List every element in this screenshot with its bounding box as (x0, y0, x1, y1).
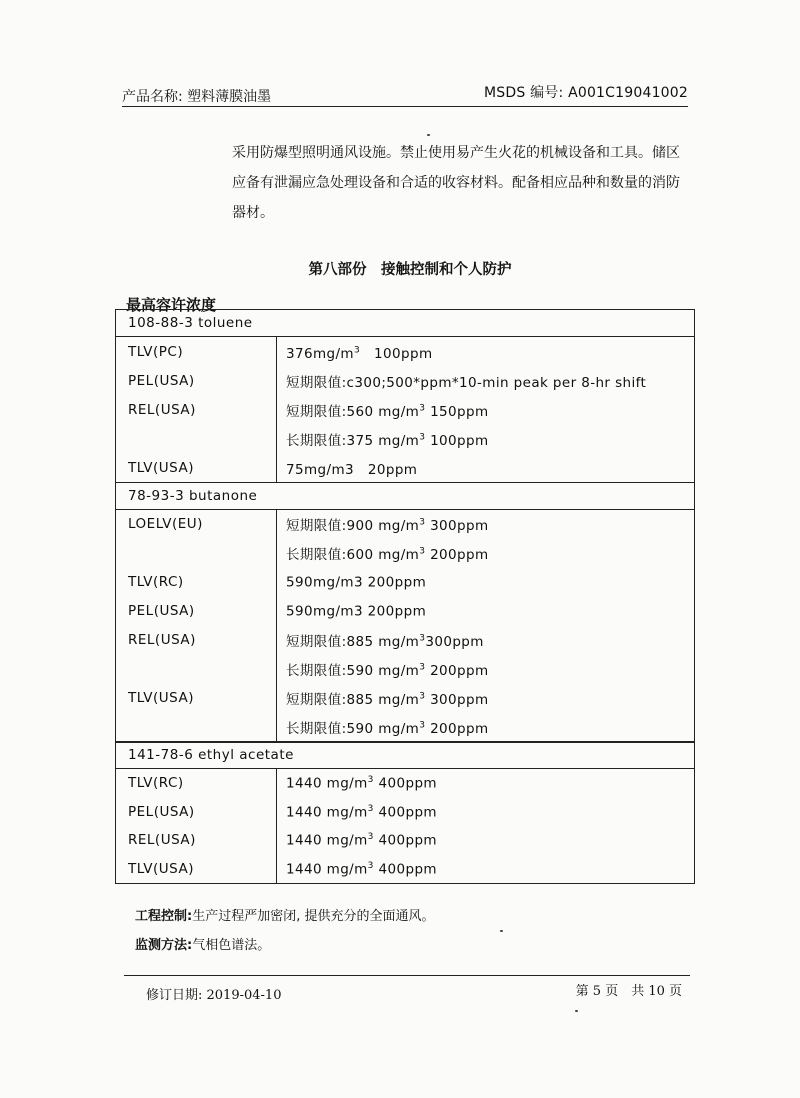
standard-label: TLV(RC) (128, 775, 184, 792)
unit-exponent: 3 (367, 803, 374, 814)
limit-value (276, 804, 694, 821)
monitoring-method-label: 监测方法: (135, 938, 193, 953)
revision-date: 修订日期: 2019-04-10 (146, 988, 282, 1003)
unit-exponent: 3 (419, 662, 426, 673)
limit-row (116, 597, 694, 626)
limit-row (116, 769, 694, 798)
limit-value-text: 1440 mg/m (286, 775, 368, 792)
limit-value-text: 长期限值:590 mg/m (286, 663, 420, 680)
limit-row (116, 684, 694, 713)
unit-exponent: 3 (419, 691, 426, 702)
limit-value-text: 长期限值:600 mg/m (286, 547, 420, 564)
page-footer (124, 975, 690, 1003)
limit-value-suffix: 300ppm (425, 692, 489, 709)
limit-value-suffix: 300ppm (425, 518, 489, 535)
standard-label: TLV(USA) (128, 860, 194, 877)
limit-value-suffix: 400ppm (373, 804, 437, 821)
unit-exponent: 3 (419, 720, 426, 731)
limit-row (116, 798, 694, 827)
limit-row (116, 655, 694, 684)
limit-value-suffix: 150ppm (425, 403, 489, 420)
engineering-control-label: 工程控制: (135, 909, 193, 924)
standard-label: REL(USA) (128, 832, 196, 849)
limit-value (276, 861, 694, 878)
standard-label: TLV(USA) (128, 459, 194, 476)
unit-exponent: 3 (419, 517, 426, 528)
intro-line: 器材。 (232, 205, 274, 221)
limit-value-text: 1440 mg/m (286, 804, 368, 821)
unit-exponent: 3 (367, 860, 374, 871)
scan-speck (427, 134, 430, 136)
substance-group (115, 741, 695, 884)
unit-exponent: 3 (419, 546, 426, 557)
limit-value-text: 1440 mg/m (286, 832, 368, 849)
limit-value-text: 长期限值:590 mg/m (286, 721, 420, 738)
limit-value-text: 376mg/m (286, 345, 354, 362)
limit-value (276, 688, 694, 708)
limit-value (276, 371, 694, 391)
limit-value-suffix: 200ppm (425, 721, 489, 738)
max-concentration-label: 最高容许浓度 (126, 296, 217, 314)
limit-row (116, 366, 694, 395)
substance-limits (116, 510, 694, 742)
limit-value-text: 短期限值:900 mg/m (286, 518, 420, 535)
substance-name: 108-88-3 toluene (116, 310, 694, 337)
substance-group (115, 482, 695, 743)
limit-row (116, 424, 694, 453)
scan-speck (575, 1010, 578, 1012)
limit-value-suffix: 200ppm (425, 663, 489, 680)
limit-value-suffix: 100ppm (425, 432, 489, 449)
limit-row (116, 826, 694, 855)
substance-group (115, 309, 695, 483)
limit-row (116, 539, 694, 568)
unit-exponent: 3 (367, 832, 374, 843)
limit-value-text: 短期限值:c300;500*ppm*10-min peak per 8-hr shift (286, 374, 647, 391)
limit-value-text: 75mg/m3 20ppm (286, 461, 418, 478)
page-header (122, 82, 688, 107)
standard-label: LOELV(EU) (128, 516, 203, 533)
engineering-control (135, 905, 434, 924)
section-title: 第八部份 接触控制和个人防护 (308, 262, 512, 278)
limit-value-text: 1440 mg/m (286, 861, 368, 878)
substance-limits (116, 337, 694, 482)
limit-value (276, 717, 694, 737)
limit-row (116, 855, 694, 884)
page-number: 第 5 页 共 10 页 (575, 984, 682, 999)
standard-label: TLV(PC) (128, 343, 184, 360)
engineering-control-text: 生产过程严加密闭, 提供充分的全面通风。 (192, 909, 435, 924)
limit-value (276, 543, 694, 563)
limit-value-text: 短期限值:885 mg/m (286, 634, 420, 651)
monitoring-method-text: 气相色谱法。 (192, 938, 271, 953)
limit-value-suffix: 400ppm (373, 832, 437, 849)
limit-value-suffix: 200ppm (425, 547, 489, 564)
substance-name: 141-78-6 ethyl acetate (116, 742, 694, 769)
limit-value (276, 458, 694, 478)
standard-label: TLV(USA) (128, 690, 194, 707)
limit-row (116, 568, 694, 597)
intro-line: 应备有泄漏应急处理设备和合适的收容材料。配备相应品种和数量的消防 (232, 175, 680, 191)
limit-row (116, 453, 694, 482)
limit-value (276, 342, 694, 362)
limit-value (276, 429, 694, 449)
limit-value-text: 长期限值:375 mg/m (286, 432, 420, 449)
limit-value-suffix: 100ppm (360, 345, 433, 362)
limit-value (276, 775, 694, 792)
limit-value-text: 590mg/m3 200ppm (286, 603, 427, 620)
unit-exponent: 3 (367, 775, 374, 786)
scan-speck (500, 930, 503, 932)
limit-row (116, 510, 694, 539)
limit-value-text: 短期限值:560 mg/m (286, 403, 420, 420)
limit-value (276, 832, 694, 849)
limit-value-suffix: 400ppm (373, 775, 437, 792)
limit-row (116, 337, 694, 366)
unit-exponent: 3 (354, 345, 361, 355)
standard-label: REL(USA) (128, 632, 196, 649)
standard-label: PEL(USA) (128, 603, 195, 620)
limit-row (116, 626, 694, 655)
substance-name: 78-93-3 butanone (116, 483, 694, 510)
msds-number: MSDS 编号: A001C19041002 (484, 85, 688, 101)
limit-value (276, 514, 694, 534)
unit-exponent: 3 (419, 633, 426, 644)
standard-label: REL(USA) (128, 401, 196, 418)
limit-value (276, 630, 694, 650)
limit-value (276, 603, 694, 620)
substance-limits (116, 769, 694, 883)
standard-label: TLV(RC) (128, 574, 184, 591)
limit-row (116, 713, 694, 742)
limit-value (276, 574, 694, 591)
limit-value-text: 590mg/m3 200ppm (286, 574, 427, 591)
limit-value (276, 659, 694, 679)
unit-exponent: 3 (419, 432, 426, 442)
product-name: 产品名称: 塑料薄膜油墨 (122, 89, 272, 105)
limit-value-suffix: 400ppm (373, 861, 437, 878)
intro-paragraph (232, 138, 692, 228)
unit-exponent: 3 (419, 403, 426, 413)
limit-row (116, 395, 694, 424)
standard-label: PEL(USA) (128, 372, 195, 389)
limit-value-suffix: 300ppm (425, 634, 484, 651)
exposure-limits-table (115, 309, 695, 884)
limit-value (276, 400, 694, 420)
monitoring-method (135, 934, 270, 953)
intro-line: 采用防爆型照明通风设施。禁止使用易产生火花的机械设备和工具。储区 (232, 145, 680, 161)
limit-value-text: 短期限值:885 mg/m (286, 692, 420, 709)
standard-label: PEL(USA) (128, 803, 195, 820)
